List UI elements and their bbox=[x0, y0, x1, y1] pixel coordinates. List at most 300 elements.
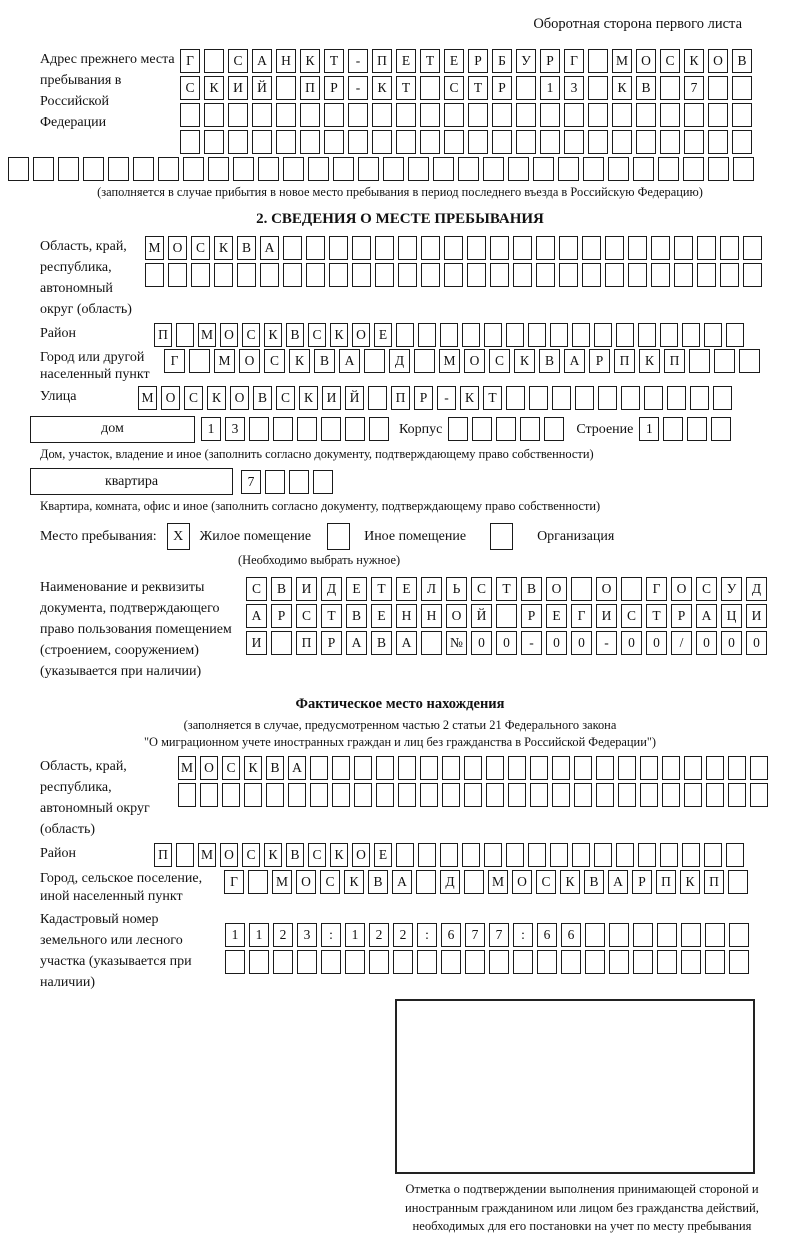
char-cell[interactable] bbox=[638, 843, 656, 867]
char-cell[interactable] bbox=[506, 323, 524, 347]
char-cell[interactable]: О bbox=[168, 236, 187, 260]
char-cell[interactable]: О bbox=[220, 323, 238, 347]
char-cell[interactable]: 3 bbox=[564, 76, 584, 100]
char-cell[interactable] bbox=[260, 263, 279, 287]
char-cell[interactable] bbox=[609, 923, 629, 947]
char-cell[interactable]: Р bbox=[321, 631, 342, 655]
char-cell[interactable]: С bbox=[264, 349, 285, 373]
char-cell[interactable]: М bbox=[145, 236, 164, 260]
char-cell[interactable] bbox=[605, 263, 624, 287]
char-cell[interactable] bbox=[33, 157, 54, 181]
char-cell[interactable]: М bbox=[488, 870, 508, 894]
char-cell[interactable] bbox=[467, 236, 486, 260]
char-cell[interactable]: В bbox=[266, 756, 284, 780]
char-cell[interactable] bbox=[582, 236, 601, 260]
char-cell[interactable] bbox=[596, 783, 614, 807]
char-cell[interactable]: - bbox=[437, 386, 456, 410]
char-cell[interactable]: С bbox=[242, 843, 260, 867]
char-cell[interactable] bbox=[364, 349, 385, 373]
char-cell[interactable] bbox=[588, 130, 608, 154]
char-cell[interactable] bbox=[420, 756, 438, 780]
char-cell[interactable] bbox=[398, 263, 417, 287]
char-cell[interactable]: К bbox=[264, 843, 282, 867]
char-cell[interactable]: К bbox=[560, 870, 580, 894]
char-cell[interactable] bbox=[663, 417, 683, 441]
char-cell[interactable] bbox=[468, 130, 488, 154]
char-cell[interactable]: 2 bbox=[273, 923, 293, 947]
char-cell[interactable] bbox=[324, 130, 344, 154]
char-cell[interactable] bbox=[508, 157, 529, 181]
char-cell[interactable] bbox=[729, 923, 749, 947]
char-cell[interactable] bbox=[310, 783, 328, 807]
char-cell[interactable] bbox=[321, 417, 341, 441]
char-cell[interactable] bbox=[464, 870, 484, 894]
char-cell[interactable] bbox=[233, 157, 254, 181]
char-cell[interactable]: / bbox=[671, 631, 692, 655]
char-cell[interactable] bbox=[352, 263, 371, 287]
char-cell[interactable] bbox=[372, 130, 392, 154]
char-cell[interactable]: О bbox=[352, 323, 370, 347]
char-cell[interactable] bbox=[288, 783, 306, 807]
char-cell[interactable] bbox=[329, 263, 348, 287]
char-cell[interactable] bbox=[564, 103, 584, 127]
char-cell[interactable] bbox=[332, 756, 350, 780]
char-cell[interactable]: В bbox=[271, 577, 292, 601]
char-cell[interactable]: С bbox=[696, 577, 717, 601]
char-cell[interactable]: П bbox=[372, 49, 392, 73]
char-cell[interactable] bbox=[214, 263, 233, 287]
organization-checkbox[interactable] bbox=[490, 523, 513, 550]
char-cell[interactable] bbox=[398, 756, 416, 780]
char-cell[interactable] bbox=[376, 783, 394, 807]
house-type-box[interactable]: дом bbox=[30, 416, 195, 443]
char-cell[interactable] bbox=[689, 349, 710, 373]
char-cell[interactable] bbox=[506, 386, 525, 410]
char-cell[interactable]: Г bbox=[646, 577, 667, 601]
char-cell[interactable] bbox=[352, 236, 371, 260]
char-cell[interactable]: П bbox=[300, 76, 320, 100]
char-cell[interactable] bbox=[628, 263, 647, 287]
char-cell[interactable] bbox=[489, 950, 509, 974]
char-cell[interactable] bbox=[237, 263, 256, 287]
char-cell[interactable] bbox=[594, 323, 612, 347]
char-cell[interactable] bbox=[513, 263, 532, 287]
char-cell[interactable] bbox=[513, 950, 533, 974]
char-cell[interactable] bbox=[383, 157, 404, 181]
char-cell[interactable] bbox=[706, 783, 724, 807]
char-cell[interactable] bbox=[396, 843, 414, 867]
char-cell[interactable] bbox=[444, 130, 464, 154]
char-cell[interactable] bbox=[228, 103, 248, 127]
char-cell[interactable] bbox=[540, 130, 560, 154]
char-cell[interactable]: Р bbox=[492, 76, 512, 100]
char-cell[interactable] bbox=[516, 103, 536, 127]
char-cell[interactable] bbox=[552, 756, 570, 780]
char-cell[interactable] bbox=[271, 631, 292, 655]
char-cell[interactable] bbox=[283, 263, 302, 287]
char-cell[interactable]: Т bbox=[396, 76, 416, 100]
char-cell[interactable] bbox=[621, 577, 642, 601]
char-cell[interactable] bbox=[633, 923, 653, 947]
char-cell[interactable] bbox=[644, 386, 663, 410]
char-cell[interactable] bbox=[180, 130, 200, 154]
char-cell[interactable]: 7 bbox=[465, 923, 485, 947]
char-cell[interactable]: А bbox=[608, 870, 628, 894]
char-cell[interactable]: М bbox=[272, 870, 292, 894]
char-cell[interactable] bbox=[706, 756, 724, 780]
apartment-type-box[interactable]: квартира bbox=[30, 468, 233, 495]
char-cell[interactable] bbox=[492, 130, 512, 154]
char-cell[interactable] bbox=[204, 103, 224, 127]
char-cell[interactable]: К bbox=[514, 349, 535, 373]
char-cell[interactable]: А bbox=[396, 631, 417, 655]
char-cell[interactable] bbox=[726, 323, 744, 347]
char-cell[interactable] bbox=[420, 103, 440, 127]
char-cell[interactable] bbox=[743, 236, 762, 260]
char-cell[interactable]: Т bbox=[321, 604, 342, 628]
char-cell[interactable]: А bbox=[696, 604, 717, 628]
char-cell[interactable]: М bbox=[214, 349, 235, 373]
char-cell[interactable]: 2 bbox=[369, 923, 389, 947]
char-cell[interactable]: Д bbox=[746, 577, 767, 601]
char-cell[interactable] bbox=[720, 236, 739, 260]
char-cell[interactable] bbox=[464, 756, 482, 780]
char-cell[interactable]: 0 bbox=[646, 631, 667, 655]
char-cell[interactable] bbox=[585, 923, 605, 947]
char-cell[interactable] bbox=[249, 417, 269, 441]
char-cell[interactable] bbox=[540, 103, 560, 127]
char-cell[interactable]: С bbox=[444, 76, 464, 100]
char-cell[interactable] bbox=[191, 263, 210, 287]
char-cell[interactable] bbox=[333, 157, 354, 181]
char-cell[interactable] bbox=[324, 103, 344, 127]
char-cell[interactable] bbox=[310, 756, 328, 780]
char-cell[interactable]: В bbox=[314, 349, 335, 373]
char-cell[interactable] bbox=[416, 870, 436, 894]
char-cell[interactable] bbox=[306, 236, 325, 260]
char-cell[interactable] bbox=[421, 263, 440, 287]
char-cell[interactable] bbox=[660, 323, 678, 347]
char-cell[interactable] bbox=[537, 950, 557, 974]
char-cell[interactable] bbox=[189, 349, 210, 373]
char-cell[interactable]: Б bbox=[492, 49, 512, 73]
char-cell[interactable]: И bbox=[246, 631, 267, 655]
char-cell[interactable] bbox=[608, 157, 629, 181]
char-cell[interactable]: 1 bbox=[249, 923, 269, 947]
char-cell[interactable] bbox=[550, 843, 568, 867]
char-cell[interactable] bbox=[636, 103, 656, 127]
char-cell[interactable] bbox=[508, 783, 526, 807]
char-cell[interactable]: П bbox=[614, 349, 635, 373]
char-cell[interactable] bbox=[396, 130, 416, 154]
char-cell[interactable]: М bbox=[178, 756, 196, 780]
char-cell[interactable] bbox=[726, 843, 744, 867]
char-cell[interactable]: М bbox=[439, 349, 460, 373]
char-cell[interactable] bbox=[225, 950, 245, 974]
char-cell[interactable]: С bbox=[276, 386, 295, 410]
char-cell[interactable] bbox=[681, 923, 701, 947]
char-cell[interactable] bbox=[496, 417, 516, 441]
char-cell[interactable] bbox=[690, 386, 709, 410]
char-cell[interactable]: М bbox=[198, 323, 216, 347]
char-cell[interactable]: С bbox=[246, 577, 267, 601]
char-cell[interactable] bbox=[398, 783, 416, 807]
char-cell[interactable] bbox=[329, 236, 348, 260]
char-cell[interactable]: К bbox=[330, 323, 348, 347]
char-cell[interactable] bbox=[636, 130, 656, 154]
char-cell[interactable] bbox=[516, 130, 536, 154]
char-cell[interactable] bbox=[490, 236, 509, 260]
char-cell[interactable] bbox=[306, 263, 325, 287]
char-cell[interactable] bbox=[687, 417, 707, 441]
char-cell[interactable] bbox=[490, 263, 509, 287]
char-cell[interactable] bbox=[506, 843, 524, 867]
char-cell[interactable] bbox=[708, 130, 728, 154]
char-cell[interactable]: Г bbox=[564, 49, 584, 73]
char-cell[interactable]: - bbox=[348, 76, 368, 100]
char-cell[interactable]: С bbox=[191, 236, 210, 260]
char-cell[interactable] bbox=[204, 130, 224, 154]
char-cell[interactable] bbox=[633, 950, 653, 974]
char-cell[interactable] bbox=[558, 157, 579, 181]
char-cell[interactable] bbox=[750, 783, 768, 807]
residential-checkbox[interactable]: X bbox=[167, 523, 190, 550]
char-cell[interactable] bbox=[714, 349, 735, 373]
char-cell[interactable]: А bbox=[346, 631, 367, 655]
char-cell[interactable] bbox=[297, 950, 317, 974]
char-cell[interactable]: У bbox=[516, 49, 536, 73]
char-cell[interactable] bbox=[418, 323, 436, 347]
char-cell[interactable]: О bbox=[296, 870, 316, 894]
char-cell[interactable]: Й bbox=[345, 386, 364, 410]
char-cell[interactable] bbox=[572, 843, 590, 867]
char-cell[interactable]: Е bbox=[374, 323, 392, 347]
char-cell[interactable]: О bbox=[636, 49, 656, 73]
char-cell[interactable] bbox=[697, 236, 716, 260]
char-cell[interactable] bbox=[345, 417, 365, 441]
char-cell[interactable]: 0 bbox=[696, 631, 717, 655]
char-cell[interactable] bbox=[559, 236, 578, 260]
char-cell[interactable]: - bbox=[521, 631, 542, 655]
char-cell[interactable] bbox=[638, 323, 656, 347]
char-cell[interactable] bbox=[594, 843, 612, 867]
char-cell[interactable] bbox=[440, 323, 458, 347]
char-cell[interactable] bbox=[58, 157, 79, 181]
char-cell[interactable]: - bbox=[596, 631, 617, 655]
char-cell[interactable] bbox=[508, 756, 526, 780]
char-cell[interactable] bbox=[289, 470, 309, 494]
char-cell[interactable]: С bbox=[320, 870, 340, 894]
char-cell[interactable] bbox=[697, 263, 716, 287]
char-cell[interactable] bbox=[575, 386, 594, 410]
char-cell[interactable]: У bbox=[721, 577, 742, 601]
char-cell[interactable]: Н bbox=[276, 49, 296, 73]
char-cell[interactable]: В bbox=[636, 76, 656, 100]
char-cell[interactable]: Т bbox=[468, 76, 488, 100]
char-cell[interactable]: 0 bbox=[746, 631, 767, 655]
char-cell[interactable] bbox=[536, 263, 555, 287]
char-cell[interactable] bbox=[571, 577, 592, 601]
char-cell[interactable] bbox=[621, 386, 640, 410]
char-cell[interactable] bbox=[660, 843, 678, 867]
char-cell[interactable]: К bbox=[299, 386, 318, 410]
char-cell[interactable]: П bbox=[656, 870, 676, 894]
char-cell[interactable]: В bbox=[253, 386, 272, 410]
char-cell[interactable] bbox=[529, 386, 548, 410]
char-cell[interactable]: К bbox=[639, 349, 660, 373]
char-cell[interactable]: С bbox=[471, 577, 492, 601]
char-cell[interactable]: В bbox=[237, 236, 256, 260]
char-cell[interactable] bbox=[200, 783, 218, 807]
char-cell[interactable]: Т bbox=[420, 49, 440, 73]
char-cell[interactable] bbox=[183, 157, 204, 181]
char-cell[interactable] bbox=[732, 76, 752, 100]
char-cell[interactable] bbox=[444, 236, 463, 260]
char-cell[interactable] bbox=[609, 950, 629, 974]
char-cell[interactable] bbox=[300, 130, 320, 154]
char-cell[interactable]: Г bbox=[180, 49, 200, 73]
char-cell[interactable]: В bbox=[732, 49, 752, 73]
char-cell[interactable]: 7 bbox=[684, 76, 704, 100]
char-cell[interactable] bbox=[612, 103, 632, 127]
char-cell[interactable]: 7 bbox=[241, 470, 261, 494]
char-cell[interactable] bbox=[660, 103, 680, 127]
char-cell[interactable] bbox=[467, 263, 486, 287]
char-cell[interactable] bbox=[358, 157, 379, 181]
char-cell[interactable] bbox=[732, 103, 752, 127]
char-cell[interactable] bbox=[733, 157, 754, 181]
char-cell[interactable]: 6 bbox=[537, 923, 557, 947]
char-cell[interactable]: Т bbox=[483, 386, 502, 410]
char-cell[interactable] bbox=[354, 783, 372, 807]
char-cell[interactable] bbox=[588, 76, 608, 100]
char-cell[interactable] bbox=[640, 756, 658, 780]
char-cell[interactable]: К bbox=[300, 49, 320, 73]
char-cell[interactable]: 0 bbox=[471, 631, 492, 655]
char-cell[interactable] bbox=[552, 386, 571, 410]
char-cell[interactable] bbox=[433, 157, 454, 181]
char-cell[interactable] bbox=[536, 236, 555, 260]
char-cell[interactable] bbox=[618, 756, 636, 780]
char-cell[interactable] bbox=[530, 783, 548, 807]
char-cell[interactable]: С bbox=[228, 49, 248, 73]
char-cell[interactable] bbox=[704, 843, 722, 867]
char-cell[interactable] bbox=[633, 157, 654, 181]
char-cell[interactable]: С bbox=[296, 604, 317, 628]
char-cell[interactable] bbox=[684, 130, 704, 154]
char-cell[interactable] bbox=[420, 783, 438, 807]
char-cell[interactable] bbox=[414, 349, 435, 373]
char-cell[interactable] bbox=[442, 783, 460, 807]
char-cell[interactable]: Й bbox=[252, 76, 272, 100]
char-cell[interactable]: С bbox=[536, 870, 556, 894]
char-cell[interactable]: 2 bbox=[393, 923, 413, 947]
char-cell[interactable] bbox=[283, 157, 304, 181]
char-cell[interactable]: Р bbox=[324, 76, 344, 100]
char-cell[interactable] bbox=[348, 130, 368, 154]
char-cell[interactable]: Т bbox=[371, 577, 392, 601]
char-cell[interactable]: О bbox=[464, 349, 485, 373]
char-cell[interactable] bbox=[684, 783, 702, 807]
char-cell[interactable] bbox=[708, 76, 728, 100]
char-cell[interactable]: К bbox=[460, 386, 479, 410]
char-cell[interactable]: В bbox=[371, 631, 392, 655]
char-cell[interactable] bbox=[544, 417, 564, 441]
char-cell[interactable] bbox=[448, 417, 468, 441]
char-cell[interactable]: А bbox=[339, 349, 360, 373]
char-cell[interactable]: : bbox=[321, 923, 341, 947]
char-cell[interactable]: 0 bbox=[496, 631, 517, 655]
char-cell[interactable]: К bbox=[372, 76, 392, 100]
char-cell[interactable] bbox=[739, 349, 760, 373]
char-cell[interactable] bbox=[530, 756, 548, 780]
char-cell[interactable] bbox=[588, 49, 608, 73]
char-cell[interactable]: К bbox=[244, 756, 262, 780]
char-cell[interactable] bbox=[598, 386, 617, 410]
char-cell[interactable]: О bbox=[352, 843, 370, 867]
char-cell[interactable]: 3 bbox=[225, 417, 245, 441]
char-cell[interactable]: 6 bbox=[561, 923, 581, 947]
char-cell[interactable]: А bbox=[288, 756, 306, 780]
char-cell[interactable]: 0 bbox=[546, 631, 567, 655]
char-cell[interactable] bbox=[375, 263, 394, 287]
char-cell[interactable]: Р bbox=[414, 386, 433, 410]
char-cell[interactable]: В bbox=[521, 577, 542, 601]
char-cell[interactable] bbox=[588, 103, 608, 127]
char-cell[interactable] bbox=[732, 130, 752, 154]
char-cell[interactable] bbox=[396, 323, 414, 347]
char-cell[interactable] bbox=[176, 323, 194, 347]
char-cell[interactable]: Е bbox=[374, 843, 392, 867]
char-cell[interactable] bbox=[574, 783, 592, 807]
char-cell[interactable] bbox=[582, 263, 601, 287]
char-cell[interactable] bbox=[618, 783, 636, 807]
char-cell[interactable] bbox=[564, 130, 584, 154]
char-cell[interactable]: К bbox=[289, 349, 310, 373]
char-cell[interactable]: А bbox=[392, 870, 412, 894]
char-cell[interactable] bbox=[583, 157, 604, 181]
char-cell[interactable] bbox=[308, 157, 329, 181]
char-cell[interactable]: О bbox=[512, 870, 532, 894]
char-cell[interactable] bbox=[83, 157, 104, 181]
char-cell[interactable]: В bbox=[539, 349, 560, 373]
char-cell[interactable] bbox=[720, 263, 739, 287]
char-cell[interactable]: № bbox=[446, 631, 467, 655]
char-cell[interactable]: С bbox=[489, 349, 510, 373]
char-cell[interactable] bbox=[640, 783, 658, 807]
char-cell[interactable]: И bbox=[296, 577, 317, 601]
char-cell[interactable] bbox=[704, 323, 722, 347]
char-cell[interactable] bbox=[300, 103, 320, 127]
char-cell[interactable] bbox=[713, 386, 732, 410]
char-cell[interactable] bbox=[421, 631, 442, 655]
char-cell[interactable]: К bbox=[612, 76, 632, 100]
char-cell[interactable] bbox=[628, 236, 647, 260]
char-cell[interactable]: М bbox=[138, 386, 157, 410]
char-cell[interactable] bbox=[266, 783, 284, 807]
char-cell[interactable]: П bbox=[704, 870, 724, 894]
char-cell[interactable] bbox=[321, 950, 341, 974]
char-cell[interactable] bbox=[682, 323, 700, 347]
char-cell[interactable] bbox=[228, 130, 248, 154]
char-cell[interactable]: 0 bbox=[621, 631, 642, 655]
char-cell[interactable] bbox=[486, 756, 504, 780]
char-cell[interactable] bbox=[662, 783, 680, 807]
char-cell[interactable]: Е bbox=[396, 49, 416, 73]
char-cell[interactable] bbox=[444, 103, 464, 127]
char-cell[interactable]: С bbox=[308, 323, 326, 347]
char-cell[interactable] bbox=[178, 783, 196, 807]
